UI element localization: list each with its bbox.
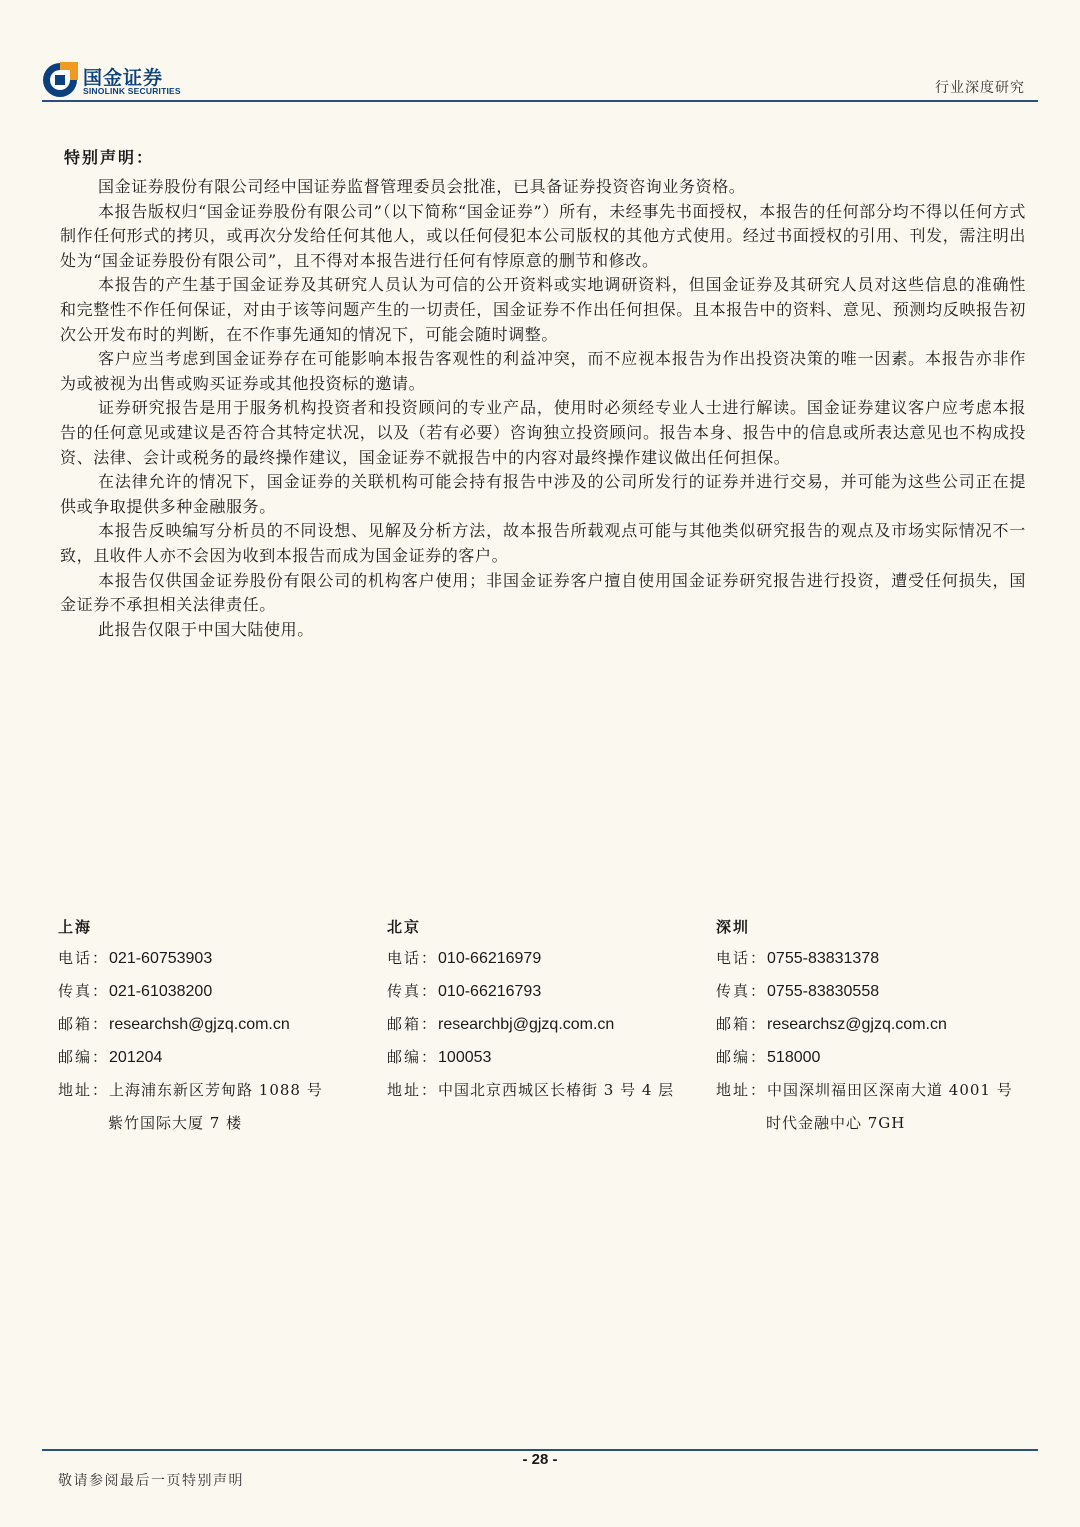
office-city: 北京 [387,918,422,936]
office-postcode: 邮编：518000 [716,1048,821,1066]
office-beijing [387,912,707,1107]
logo-name-en: SINOLINK SECURITIES [83,86,181,96]
company-logo[interactable] [42,62,202,100]
page-header [0,0,1080,110]
office-email: 邮箱：researchsz@gjzq.com.cn [716,1015,947,1033]
office-address-cont: 时代金融中心 7GH [766,1114,906,1132]
email-link[interactable]: researchsh@gjzq.com.cn [109,1016,290,1033]
statement-paragraph: 此报告仅限于中国大陆使用。 [98,619,314,639]
footer-note: 敬请参阅最后一页特别声明 [58,1473,244,1489]
office-fax: 传真：0755-83830558 [716,982,880,1000]
office-shanghai [58,912,378,1140]
email-link[interactable]: researchbj@gjzq.com.cn [438,1016,615,1033]
statement-paragraph: 本报告的产生基于国金证券及其研究人员认为可信的公开资料或实地调研资料，但国金证券及其研究人员对这些信息的准确性和完整性不作任何保证，对由于该等问题产生的一切责任，国金证券不作出任何担保。且本报告中的资料、意见、预测均反映报告初次公开发布时的判断，在不作事先通知的情况下，可能会随时调整。 [60,275,1026,344]
office-shenzhen [716,912,1036,1140]
statement-paragraph: 本报告版权归“国金证券股份有限公司”（以下简称“国金证券”）所有，未经事先书面授权，本报告的任何部分均不得以任何方式制作任何形式的拷贝，或再次分发给任何其他人，或以任何侵犯本公司版权的其他方式使用。经过书面授权的引用、刊发，需注明出处为“国金证券股份有限公司”，且不得对本报告进行任何有悖原意的删节和修改。 [60,201,1026,270]
office-city: 深圳 [716,918,751,936]
office-phone: 电话：021-60753903 [58,949,213,967]
office-city: 上海 [58,918,93,936]
statement-paragraph: 客户应当考虑到国金证券存在可能影响本报告客观性的利益冲突，而不应视本报告为作出投资决策的唯一因素。本报告亦非作为或被视为出售或购买证券或其他投资标的邀请。 [60,349,1026,393]
statement-paragraph: 证券研究报告是用于服务机构投资者和投资顾问的专业产品，使用时必须经专业人士进行解读。国金证券建议客户应考虑本报告的任何意见或建议是否符合其特定状况，以及（若有必要）咨询独立投资顾问。报告本身、报告中的信息或所表达意见也不构成投资、法律、会计或税务的最终操作建议，国金证券不就报告中的内容对最终操作建议做出任何担保。 [60,398,1026,467]
statement-paragraph: 本报告反映编写分析员的不同设想、见解及分析方法，故本报告所载观点可能与其他类似研究报告的观点及市场实际情况不一致，且收件人亦不会因为收到本报告而成为国金证券的客户。 [60,521,1026,565]
office-address: 地址：上海浦东新区芳甸路 1088 号 [58,1081,323,1099]
office-postcode: 邮编：100053 [387,1048,492,1066]
statement-paragraph: 在法律允许的情况下，国金证券的关联机构可能会持有报告中涉及的公司所发行的证券并进行交易，并可能为这些公司正在提供或争取提供多种金融服务。 [60,472,1026,516]
office-address-cont: 紫竹国际大厦 7 楼 [108,1114,243,1132]
office-postcode: 邮编：201204 [58,1048,163,1066]
office-phone: 电话：0755-83831378 [716,949,880,967]
sinolink-logo-icon [42,62,78,98]
special-statement [60,145,1026,642]
statement-paragraph: 国金证券股份有限公司经中国证券监督管理委员会批准，已具备证券投资咨询业务资格。 [98,177,746,196]
office-email: 邮箱：researchbj@gjzq.com.cn [387,1015,615,1033]
logo-name-cn: 国金证券 [83,67,164,89]
statement-paragraph: 本报告仅供国金证券股份有限公司的机构客户使用；非国金证券客户擅自使用国金证券研究报告进行投资，遭受任何损失，国金证券不承担相关法律责任。 [60,570,1026,615]
email-link[interactable]: researchsz@gjzq.com.cn [767,1016,947,1033]
office-address: 地址：中国深圳福田区深南大道 4001 号 [716,1081,1013,1099]
statement-title: 特别声明： [64,148,155,167]
office-phone: 电话：010-66216979 [387,949,542,967]
office-fax: 传真：021-61038200 [58,982,213,1000]
office-fax: 传真：010-66216793 [387,982,542,1000]
header-divider [42,100,1038,102]
page-number: - 28 - [522,1451,558,1468]
office-address: 地址：中国北京西城区长椿街 3 号 4 层 [387,1081,675,1099]
office-email: 邮箱：researchsh@gjzq.com.cn [58,1015,290,1033]
report-category: 行业深度研究 [935,80,1025,96]
